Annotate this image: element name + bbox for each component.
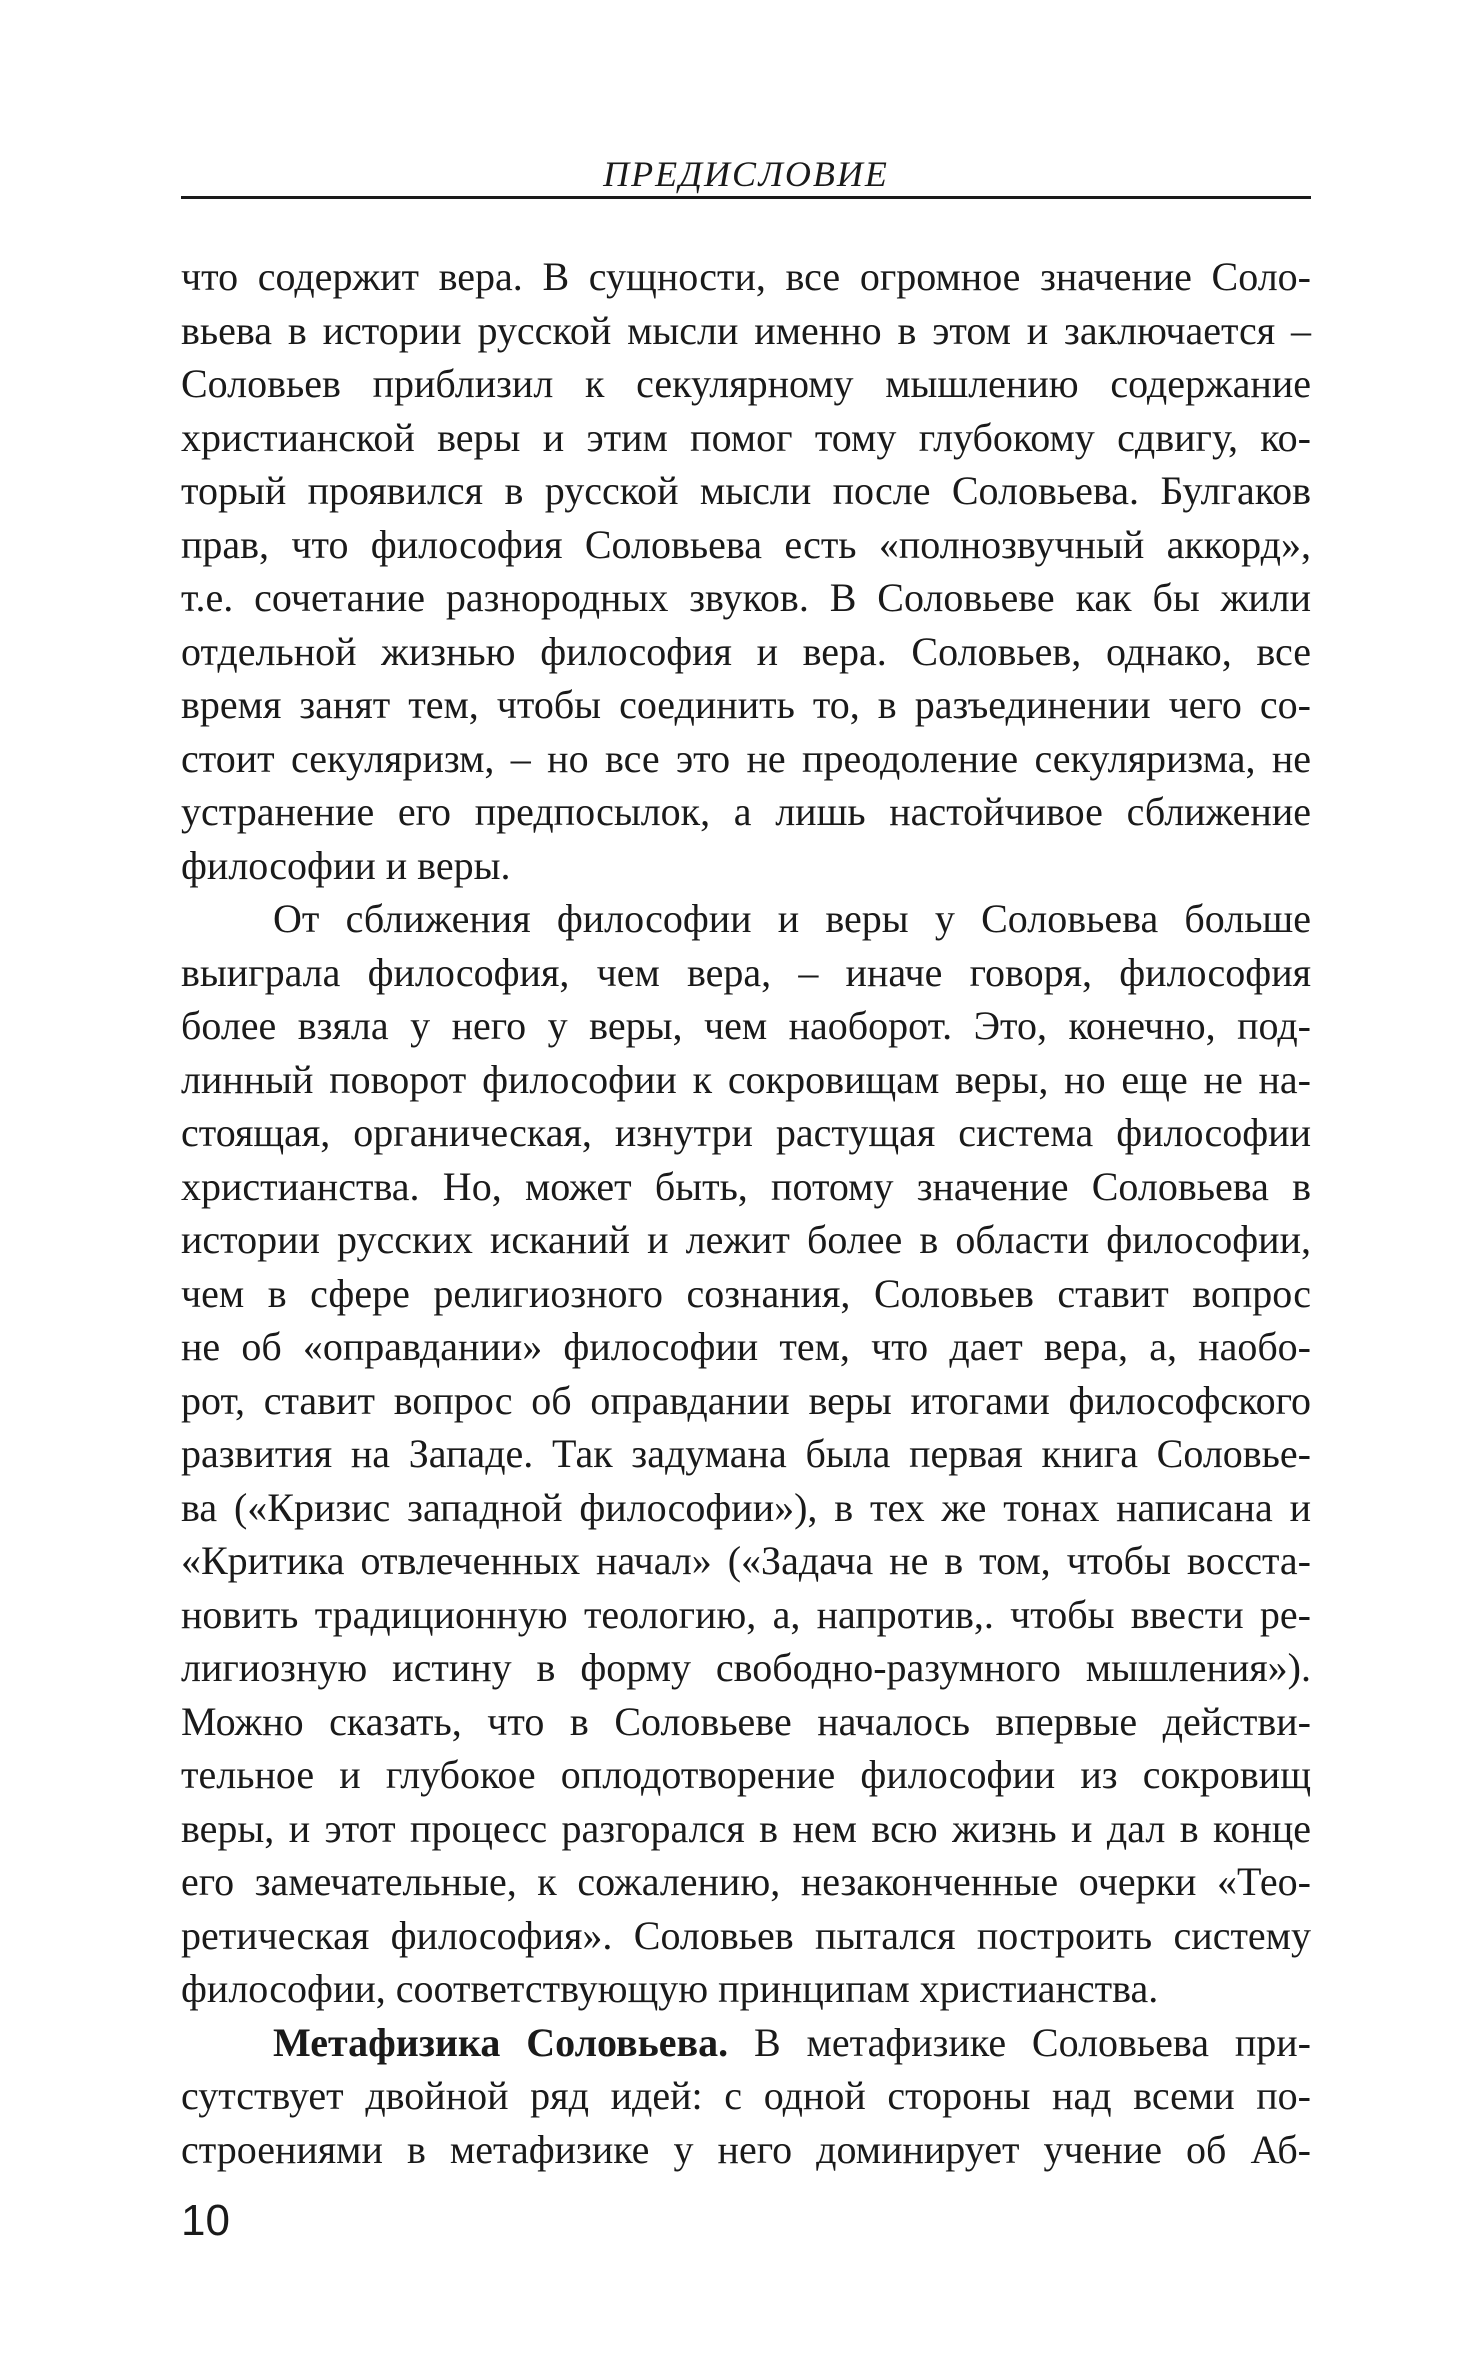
page-number: 10 (181, 2196, 230, 2245)
text-line: христианской веры и этим помог тому глубокому сдвигу, ко- (181, 414, 1311, 460)
text-line: чем в сфере религиозного сознания, Соловьев ставит вопрос (181, 1270, 1311, 1316)
text-line: стоит секуляризм, – но все это не преодоление секуляризма, не (181, 735, 1311, 781)
text-line: отдельной жизнью философия и вера. Соловьев, однако, все (181, 628, 1311, 674)
text-line: что содержит вера. В сущности, все огромное значение Соло- (181, 254, 1311, 299)
text-line: философии, соответствующую принципам христианства. (181, 1966, 1159, 2011)
text-line: тельное и глубокое оплодотворение философии из сокровищ (181, 1752, 1311, 1797)
text-line: время занят тем, чтобы соединить то, в разъединении чего со- (181, 682, 1311, 727)
text-line: рот, ставит вопрос об оправдании веры итогами философского (181, 1377, 1311, 1423)
text-line (181, 2016, 1311, 2070)
text-line: не об «оправдании» философии тем, что дает вера, а, наобо- (181, 1324, 1311, 1369)
text-line: От сближения философии и веры у Соловьева больше (273, 896, 1311, 941)
text-line: более взяла у него у веры, чем наоборот. Это, конечно, под- (181, 1003, 1311, 1048)
header-rule (181, 196, 1311, 199)
text-line: христианства. Но, может быть, потому значение Соловьева в (181, 1163, 1311, 1209)
text-line: торый проявился в русской мысли после Соловьева. Булгаков (181, 468, 1311, 513)
text-line: новить традиционную теологию, а, напротив,. чтобы ввести ре- (181, 1591, 1311, 1637)
text-line: прав, что философия Соловьева есть «полнозвучный аккорд», (181, 521, 1311, 567)
text-line: устранение его предпосылок, а лишь настойчивое сближение (181, 789, 1311, 834)
text-line: линный поворот философии к сокровищам веры, но еще не на- (181, 1056, 1311, 1102)
text-line: его замечательные, к сожалению, незаконченные очерки «Тео- (181, 1859, 1311, 1904)
text-line: Можно сказать, что в Соловьеве началось впервые действи- (181, 1698, 1311, 1744)
text-line: ва («Кризис западной философии»), в тех же тонах написана и (181, 1484, 1311, 1530)
section-heading: Метафизика Соловьева. (273, 2019, 729, 2065)
text-line: ретическая философия». Соловьев пытался построить систему (181, 1912, 1311, 1958)
text-fragment: В метафизике Соловьева при- (754, 2019, 1312, 2065)
text-line: истории русских исканий и лежит более в области философии, (181, 1217, 1311, 1262)
text-line: т.е. сочетание разнородных звуков. В Соловьеве как бы жили (181, 575, 1311, 620)
text-line: философии и веры. (181, 842, 511, 888)
text-line: веры, и этот процесс разгорался в нем всю жизнь и дал в конце (181, 1805, 1311, 1851)
running-head: ПРЕДИСЛОВИЕ (603, 154, 889, 194)
text-line: сутствует двойной ряд идей: с одной стороны над всеми по- (181, 2073, 1311, 2118)
text-line: развития на Западе. Так задумана была первая книга Соловье- (181, 1431, 1311, 1476)
text-line: выиграла философия, чем вера, – иначе говоря, философия (181, 949, 1311, 995)
text-line: вьева в истории русской мысли именно в этом и заключается – (181, 307, 1311, 353)
text-line: строениями в метафизике у него доминирует учение об Аб- (181, 2126, 1311, 2172)
text-line: Соловьев приблизил к секулярному мышлению содержание (181, 361, 1311, 406)
body-text (181, 250, 1311, 2176)
text-line: «Критика отвлеченных начал» («Задача не в том, чтобы восста- (181, 1538, 1311, 1583)
text-line: стоящая, органическая, изнутри растущая система философии (181, 1110, 1311, 1155)
text-line: лигиозную истину в форму свободно-разумного мышления»). (181, 1645, 1311, 1690)
